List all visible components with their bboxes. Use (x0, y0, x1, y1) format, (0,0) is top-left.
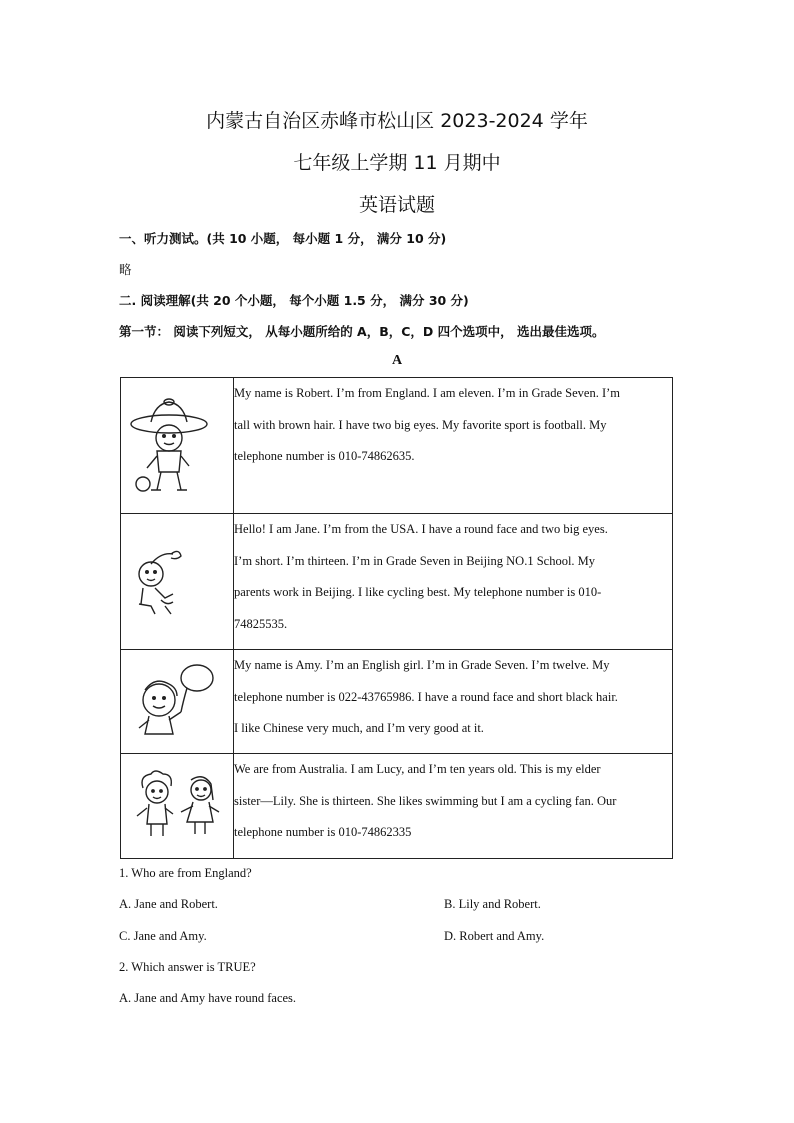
picture-cell (121, 378, 234, 514)
question-2-stem: 2. Which answer is TRUE? (119, 960, 256, 974)
passage-table (120, 377, 673, 859)
page-title-line1: 内蒙古自治区赤峰市松山区 2023-2024 学年 (206, 110, 588, 132)
passage-line: I’m short. I’m thirteen. I’m in Grade Seven in Beijing NO.1 School. My (234, 553, 596, 568)
girl-balloon-icon (121, 650, 233, 754)
question-1-option-a: A. Jane and Robert. (119, 897, 218, 911)
passage-text-robert (234, 378, 673, 514)
part1-instruction: 第一节： 阅读下列短文， 从每小题所给的 A，B，C，D 四个选项中， 选出最佳选项。 (119, 324, 605, 339)
page-title-line3: 英语试题 (358, 194, 435, 216)
girl-bicycle-icon (121, 514, 233, 650)
passage-line: tall with brown hair. I have two big eyes. My favorite sport is football. My (234, 417, 607, 432)
boy-football-icon (121, 378, 233, 514)
question-2-option-a: A. Jane and Amy have round faces. (119, 991, 297, 1005)
passage-line: telephone number is 010-74862335 (234, 825, 412, 839)
table-row (121, 650, 673, 754)
passage-text-amy (234, 650, 673, 754)
two-girls-icon (121, 754, 233, 859)
passage-line: Hello! I am Jane. I’m from the USA. I have a round face and two big eyes. (234, 522, 608, 536)
passage-line: telephone number is 010-74862635. (234, 449, 415, 463)
page-title-line2: 七年级上学期 11 月期中 (293, 152, 501, 174)
picture-cell (121, 650, 234, 754)
passage-line: We are from Australia. I am Lucy, and I’m ten years old. This is my elder (234, 762, 601, 776)
passage-text-jane (234, 514, 673, 650)
listening-heading: 一、听力测试。(共 10 小题， 每小题 1 分， 满分 10 分) (119, 231, 447, 246)
passage-line: sister—Lily. She is thirteen. She likes swimming but I am a cycling fan. Our (234, 793, 617, 808)
passage-text-lucy (234, 754, 673, 859)
passage-line: parents work in Beijing. I like cycling best. My telephone number is 010- (234, 585, 602, 599)
reading-heading: 二. 阅读理解(共 20 个小题， 每个小题 1.5 分， 满分 30 分) (119, 293, 469, 308)
question-1-option-d: D. Robert and Amy. (444, 929, 545, 943)
question-1-stem: 1. Who are from England? (119, 866, 252, 880)
passage-line: 74825535. (234, 616, 288, 631)
passage-line: I like Chinese very much, and I’m very good at it. (234, 721, 484, 735)
passage-label: A (391, 353, 403, 368)
passage-line: My name is Robert. I’m from England. I am eleven. I’m in Grade Seven. I’m (234, 386, 620, 400)
question-1-option-b: B. Lily and Robert. (444, 897, 541, 911)
table-row (121, 378, 673, 514)
table-row (121, 754, 673, 859)
passage-line: My name is Amy. I’m an English girl. I’m in Grade Seven. I’m twelve. My (234, 658, 610, 672)
table-row (121, 514, 673, 650)
picture-cell (121, 754, 234, 859)
picture-cell (121, 514, 234, 650)
question-1-option-c: C. Jane and Amy. (119, 929, 207, 943)
passage-line: telephone number is 022-43765986. I have a round face and short black hair. (234, 689, 618, 704)
listening-note: 略 (119, 262, 132, 277)
